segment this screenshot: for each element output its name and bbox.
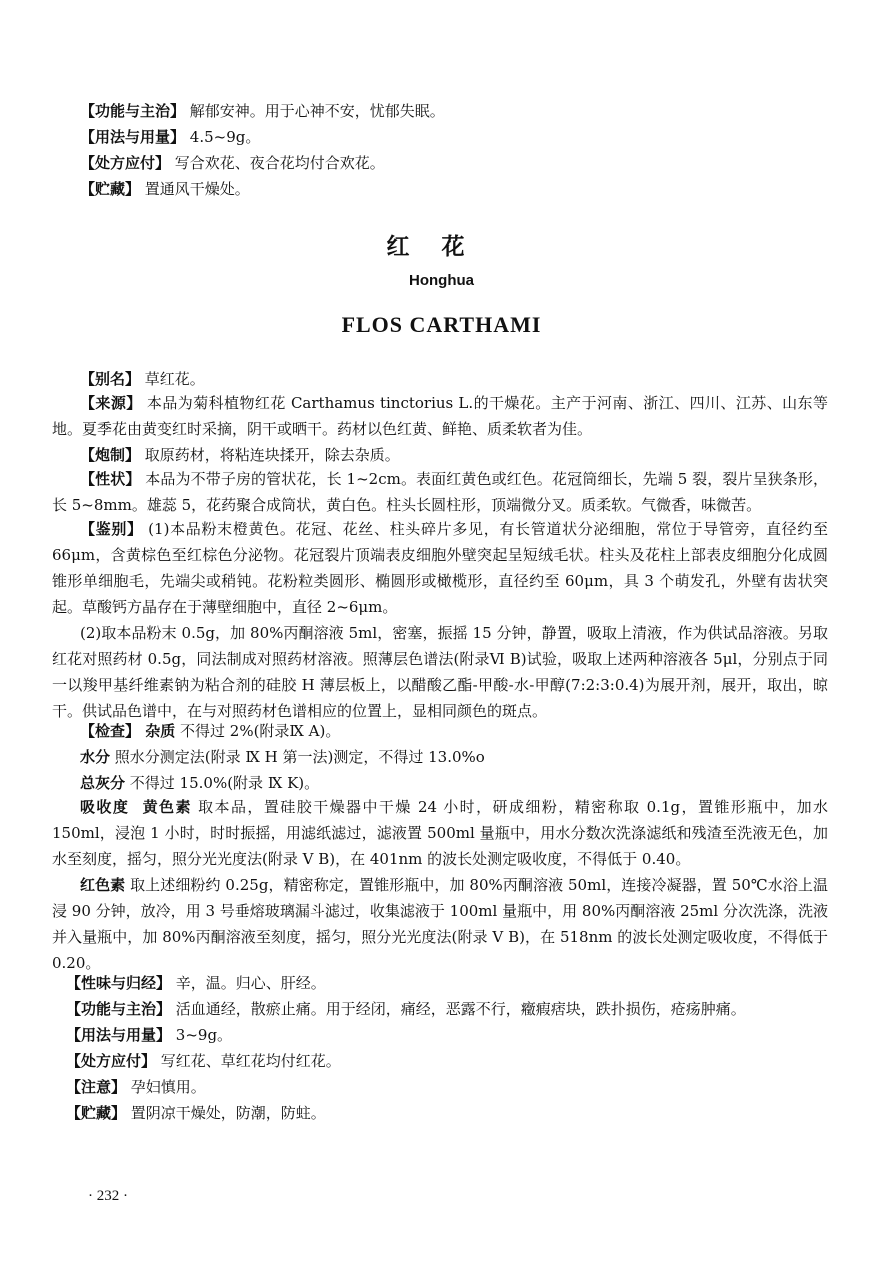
section-text: 本品为菊科植物红花 Carthamus tinctorius L.的干燥花。主产于河南、浙江、四川、江苏、山东等地。夏季花由黄变红时采摘，阴干或晒干。药材以色红黄、鲜艳、质柔软者为佳。 bbox=[52, 394, 828, 438]
check-entry bbox=[80, 720, 340, 742]
section-text: 辛，温。归心、肝经。 bbox=[171, 974, 326, 992]
prescription-entry bbox=[66, 1050, 341, 1072]
subsection-label: 吸收度 黄色素 bbox=[80, 798, 192, 816]
monograph-title-pinyin: Honghua bbox=[409, 272, 474, 289]
subsection-label: 红色素 bbox=[80, 876, 126, 894]
section-tag: 【功能与主治】 bbox=[80, 102, 186, 120]
section-text: 解郁安神。用于心神不安，忧郁失眠。 bbox=[185, 102, 445, 120]
section-tag: 【炮制】 bbox=[80, 446, 141, 464]
section-text: 取上述细粉约 0.25g，精密称定，置锥形瓶中，加 80%丙酮溶液 50ml，连接冷凝器，置 50℃水浴上温浸 90 分钟，放冷，用 3 号垂熔玻璃漏斗滤过，收集滤液于 100ml 量瓶中，用 80%丙酮溶液 25ml 分次洗涤，洗液并入量瓶中，加 80%丙酮溶液至刻度，摇匀，照分光光度法(附录 Ⅴ B)，在 518nm 的波长处测定吸收度，不得低于 0.20。 bbox=[52, 876, 828, 972]
section-text: 活血通经，散瘀止痛。用于经闭，痛经，恶露不行，癥瘕痞块，跌扑损伤，疮疡肿痛。 bbox=[171, 1000, 746, 1018]
top-prescription-line bbox=[80, 152, 385, 174]
section-text: 取本品，置硅胶干燥器中干燥 24 小时，研成细粉，精密称取 0.1g，置锥形瓶中，加水 150ml，浸泡 1 小时，时时振摇，用滤纸滤过，滤液置 500ml 量瓶中，用水分数次洗涤滤纸和残渣至洗液无色，加水至刻度，摇匀，照分光光度法(附录 Ⅴ B)，在 401nm 的波长处测定吸收度，不得低于 0.40。 bbox=[52, 798, 828, 868]
subsection-label: 杂质 bbox=[140, 722, 176, 740]
monograph-title-chinese: 红花 bbox=[386, 234, 497, 260]
section-text: 3~9g。 bbox=[171, 1026, 233, 1044]
section-text: 草红花。 bbox=[140, 370, 205, 388]
section-text: 4.5~9g。 bbox=[185, 128, 261, 146]
identification-entry-2 bbox=[52, 620, 828, 724]
section-text: 照水分测定法(附录 Ⅸ H 第一法)测定，不得过 13.0%o bbox=[110, 748, 485, 766]
top-storage-line bbox=[80, 178, 250, 200]
section-text: 写红花、草红花均付红花。 bbox=[156, 1052, 341, 1070]
monograph-title-latin: FLOS CARTHAMI bbox=[341, 312, 542, 337]
section-tag: 【贮藏】 bbox=[80, 180, 141, 198]
section-tag: 【别名】 bbox=[80, 370, 141, 388]
top-function-line bbox=[80, 100, 445, 122]
section-text: 不得过 2%(附录Ⅸ A)。 bbox=[175, 722, 341, 740]
section-text: 置阴凉干燥处，防潮，防蛀。 bbox=[126, 1104, 326, 1122]
section-text: 写合欢花、夜合花均付合欢花。 bbox=[170, 154, 385, 172]
total-ash-entry bbox=[80, 772, 319, 794]
nature-entry bbox=[66, 972, 326, 994]
section-tag: 【用法与用量】 bbox=[66, 1026, 172, 1044]
section-tag: 【检查】 bbox=[80, 722, 141, 740]
usage-entry bbox=[66, 1024, 232, 1046]
section-tag: 【鉴别】 bbox=[80, 520, 143, 538]
section-tag: 【处方应付】 bbox=[66, 1052, 157, 1070]
section-text: (2)取本品粉末 0.5g，加 80%丙酮溶液 5ml，密塞，振摇 15 分钟，静置，吸取上清液，作为供试品溶液。另取红花对照药材 0.5g，同法制成对照药材溶液。照薄层色谱法(附录Ⅵ B)试验，吸取上述两种溶液各 5μl，分别点于同一以羧甲基纤维素钠为粘合剂的硅胶 H 薄层板上，以醋酸乙酯-甲酸-水-甲醇(7:2:3:0.4)为展开剂，展开，取出，晾干。供试品色谱中，在与对照药材色谱相应的位置上，显相同颜色的斑点。 bbox=[52, 624, 828, 720]
section-tag: 【功能与主治】 bbox=[66, 1000, 172, 1018]
caution-entry bbox=[66, 1076, 206, 1098]
absorbance-red-entry bbox=[52, 872, 828, 976]
alias-entry bbox=[80, 368, 205, 390]
section-text: 孕妇慎用。 bbox=[126, 1078, 206, 1096]
section-tag: 【处方应付】 bbox=[80, 154, 171, 172]
section-tag: 【性状】 bbox=[80, 470, 141, 488]
section-text: (1)本品粉末橙黄色。花冠、花丝、柱头碎片多见，有长管道状分泌细胞，常位于导管旁，直径约至 66μm，含黄棕色至红棕色分泌物。花冠裂片顶端表皮细胞外壁突起呈短绒毛状。柱头及花柱上部表皮细胞分化成圆锥形单细胞毛，先端尖或稍钝。花粉粒类圆形、椭圆形或橄榄形，直径约至 60μm，具 3 个萌发孔，外壁有齿状突起。草酸钙方晶存在于薄壁细胞中，直径 2~6μm。 bbox=[52, 520, 828, 616]
character-entry bbox=[52, 466, 828, 518]
storage-entry bbox=[66, 1102, 326, 1124]
section-tag: 【注意】 bbox=[66, 1078, 127, 1096]
absorbance-yellow-entry bbox=[52, 794, 828, 872]
section-tag: 【贮藏】 bbox=[66, 1104, 127, 1122]
section-text: 取原药材，将粘连块揉开，除去杂质。 bbox=[140, 446, 400, 464]
section-tag: 【用法与用量】 bbox=[80, 128, 186, 146]
section-tag: 【来源】 bbox=[80, 394, 142, 412]
section-tag: 【性味与归经】 bbox=[66, 974, 172, 992]
section-text: 本品为不带子房的管状花，长 1~2cm。表面红黄色或红色。花冠筒细长，先端 5 裂，裂片呈狭条形，长 5~8mm。雄蕊 5，花药聚合成筒状，黄白色。柱头长圆柱形，顶端微分叉。质柔软。气微香，味微苦。 bbox=[52, 470, 828, 514]
identification-entry-1 bbox=[52, 516, 828, 620]
subsection-label: 总灰分 bbox=[80, 774, 126, 792]
processing-entry bbox=[80, 444, 400, 466]
source-entry bbox=[52, 390, 828, 442]
section-text: 置通风干燥处。 bbox=[140, 180, 250, 198]
top-usage-line bbox=[80, 126, 260, 148]
subsection-label: 水分 bbox=[80, 748, 111, 766]
function-entry bbox=[66, 998, 746, 1020]
section-text: 不得过 15.0%(附录 Ⅸ K)。 bbox=[125, 774, 320, 792]
page-number: · 232 · bbox=[88, 1188, 128, 1204]
moisture-entry bbox=[80, 746, 485, 768]
